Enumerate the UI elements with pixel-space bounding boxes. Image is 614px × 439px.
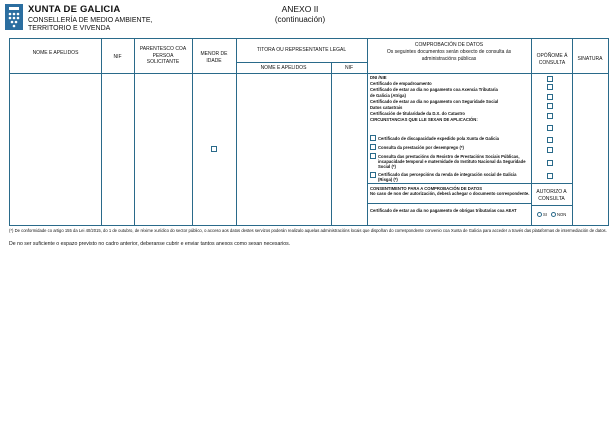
circumstance-1: Certificado de discapacidade expedido pola Xunta de Galicia	[378, 136, 500, 141]
doc-dni: DNI /NIE	[370, 75, 387, 80]
minor-checkbox[interactable]	[211, 146, 217, 152]
annex-subtitle: (continuación)	[274, 15, 326, 24]
doc-atriga: Certificado de estar ao día no pagamento coa Axencia Tributaria	[370, 87, 498, 92]
authorize-no-radio[interactable]	[551, 212, 556, 217]
authorize-label: AUTORIZO A CONSULTA	[536, 189, 567, 202]
doc-atriga-cont: de Galicia (Atriga)	[370, 93, 406, 98]
doc-empadroamento: Certificado de empadroamento	[370, 81, 432, 86]
header-guardian: TITORA OU REPRESENTANTE LEGAL	[256, 47, 347, 53]
oppose-checkbox-circ-5[interactable]	[547, 173, 553, 179]
authorize-no-label: NON	[557, 212, 567, 217]
circumstance-checkbox-4[interactable]	[370, 172, 376, 178]
authorize-yes-radio[interactable]	[537, 212, 542, 217]
xunta-logo-icon	[5, 4, 23, 30]
oppose-checkbox-circ-4[interactable]	[547, 160, 553, 166]
header-oppose: OPÓÑOME Á CONSULTA	[536, 53, 568, 66]
annex-title: ANEXO II	[281, 4, 319, 14]
org-department: CONSELLERÍA DE MEDIO AMBIENTE, TERRITORIO E VIVENDA	[28, 17, 153, 32]
data-table	[9, 38, 609, 226]
oppose-checkbox-dni[interactable]	[547, 76, 553, 82]
circumstance-3: Consulta das prestacións do Rexistro de Prestacións Sociais Públicas, incapacidade temporal e maternidade do Instituto Nacional da Seguridade Social (*)	[378, 154, 526, 169]
header-guardian-name: NOME E APELIDOS	[260, 65, 307, 71]
header-nif: NIF	[113, 54, 122, 60]
oppose-checkbox-circ-1[interactable]	[547, 125, 553, 131]
authorize-yes-label: SI	[543, 212, 547, 217]
header-relation: PARENTESCO COA PERSOA SOLICITANTE	[139, 46, 187, 65]
footnote: (*) De conformidade co artigo 155 da Lei 40/2015, do 1 de outubro, de réxime xurídico do sector público, o acceso aos datos destes servizos poderán realizalo aquelas administracións locais que dispoñan do correspondente convenio coa Xunta de Galicia para acceder a través das plataformas de intermediación de datos.	[9, 228, 607, 233]
header-minor: MENOR DE IDADE	[200, 51, 228, 64]
circumstances-label: CIRCUNSTANCIAS QUE LLE SEXAN DE APLICACIÓN:	[370, 117, 478, 122]
oppose-checkbox-circ-3[interactable]	[547, 147, 553, 153]
header-check-desc: Os seguintes documentos serán obxecto de consulta ás administracións públicas	[386, 49, 512, 62]
oppose-checkbox-catastro[interactable]	[547, 113, 553, 119]
consent-desc: No caso de non der autorización, deberá achegar o documento correspondente.	[370, 191, 530, 196]
doc-catastro: Datos catastrais	[370, 105, 403, 110]
circumstance-4: Certificado das percepcións da renda de integración social de Galicia (Risga) (*)	[378, 172, 517, 182]
org-name: XUNTA DE GALICIA	[28, 4, 121, 15]
doc-ss: Certificado de estar ao día no pagamento con Seguridade Social	[370, 99, 499, 104]
oppose-checkbox-empadroamento[interactable]	[547, 84, 553, 90]
doc-catastro-title: Certificación de titularidade da D.X. do Catastro	[370, 111, 465, 116]
circumstance-checkbox-2[interactable]	[370, 144, 376, 150]
header-name: NOME E APELIDOS	[32, 50, 79, 56]
header-guardian-nif: NIF	[344, 65, 354, 71]
oppose-checkbox-atriga[interactable]	[547, 94, 553, 100]
aeat-item: Certificado de estar ao día no pagamento de obrigas tributarias coa AEAT	[370, 208, 517, 213]
header-check-title: COMPROBACIÓN DE DATOS	[414, 42, 484, 48]
circumstance-checkbox-1[interactable]	[370, 135, 376, 141]
oppose-checkbox-ss[interactable]	[547, 103, 553, 109]
footer-text: De no ser suficiente o espazo previsto no cadro anterior, deberanse cubrir e enviar tantos anexos como sexan necesarios.	[9, 241, 291, 247]
header-signature: SINATURA	[577, 56, 603, 62]
circumstance-2: Consulta da prestación por desemprego (*)	[378, 145, 464, 150]
circumstance-checkbox-3[interactable]	[370, 153, 376, 159]
consent-title: CONSENTIMENTO PARA A COMPROBACIÓN DE DATOS	[370, 186, 483, 191]
oppose-checkbox-circ-2[interactable]	[547, 137, 553, 143]
